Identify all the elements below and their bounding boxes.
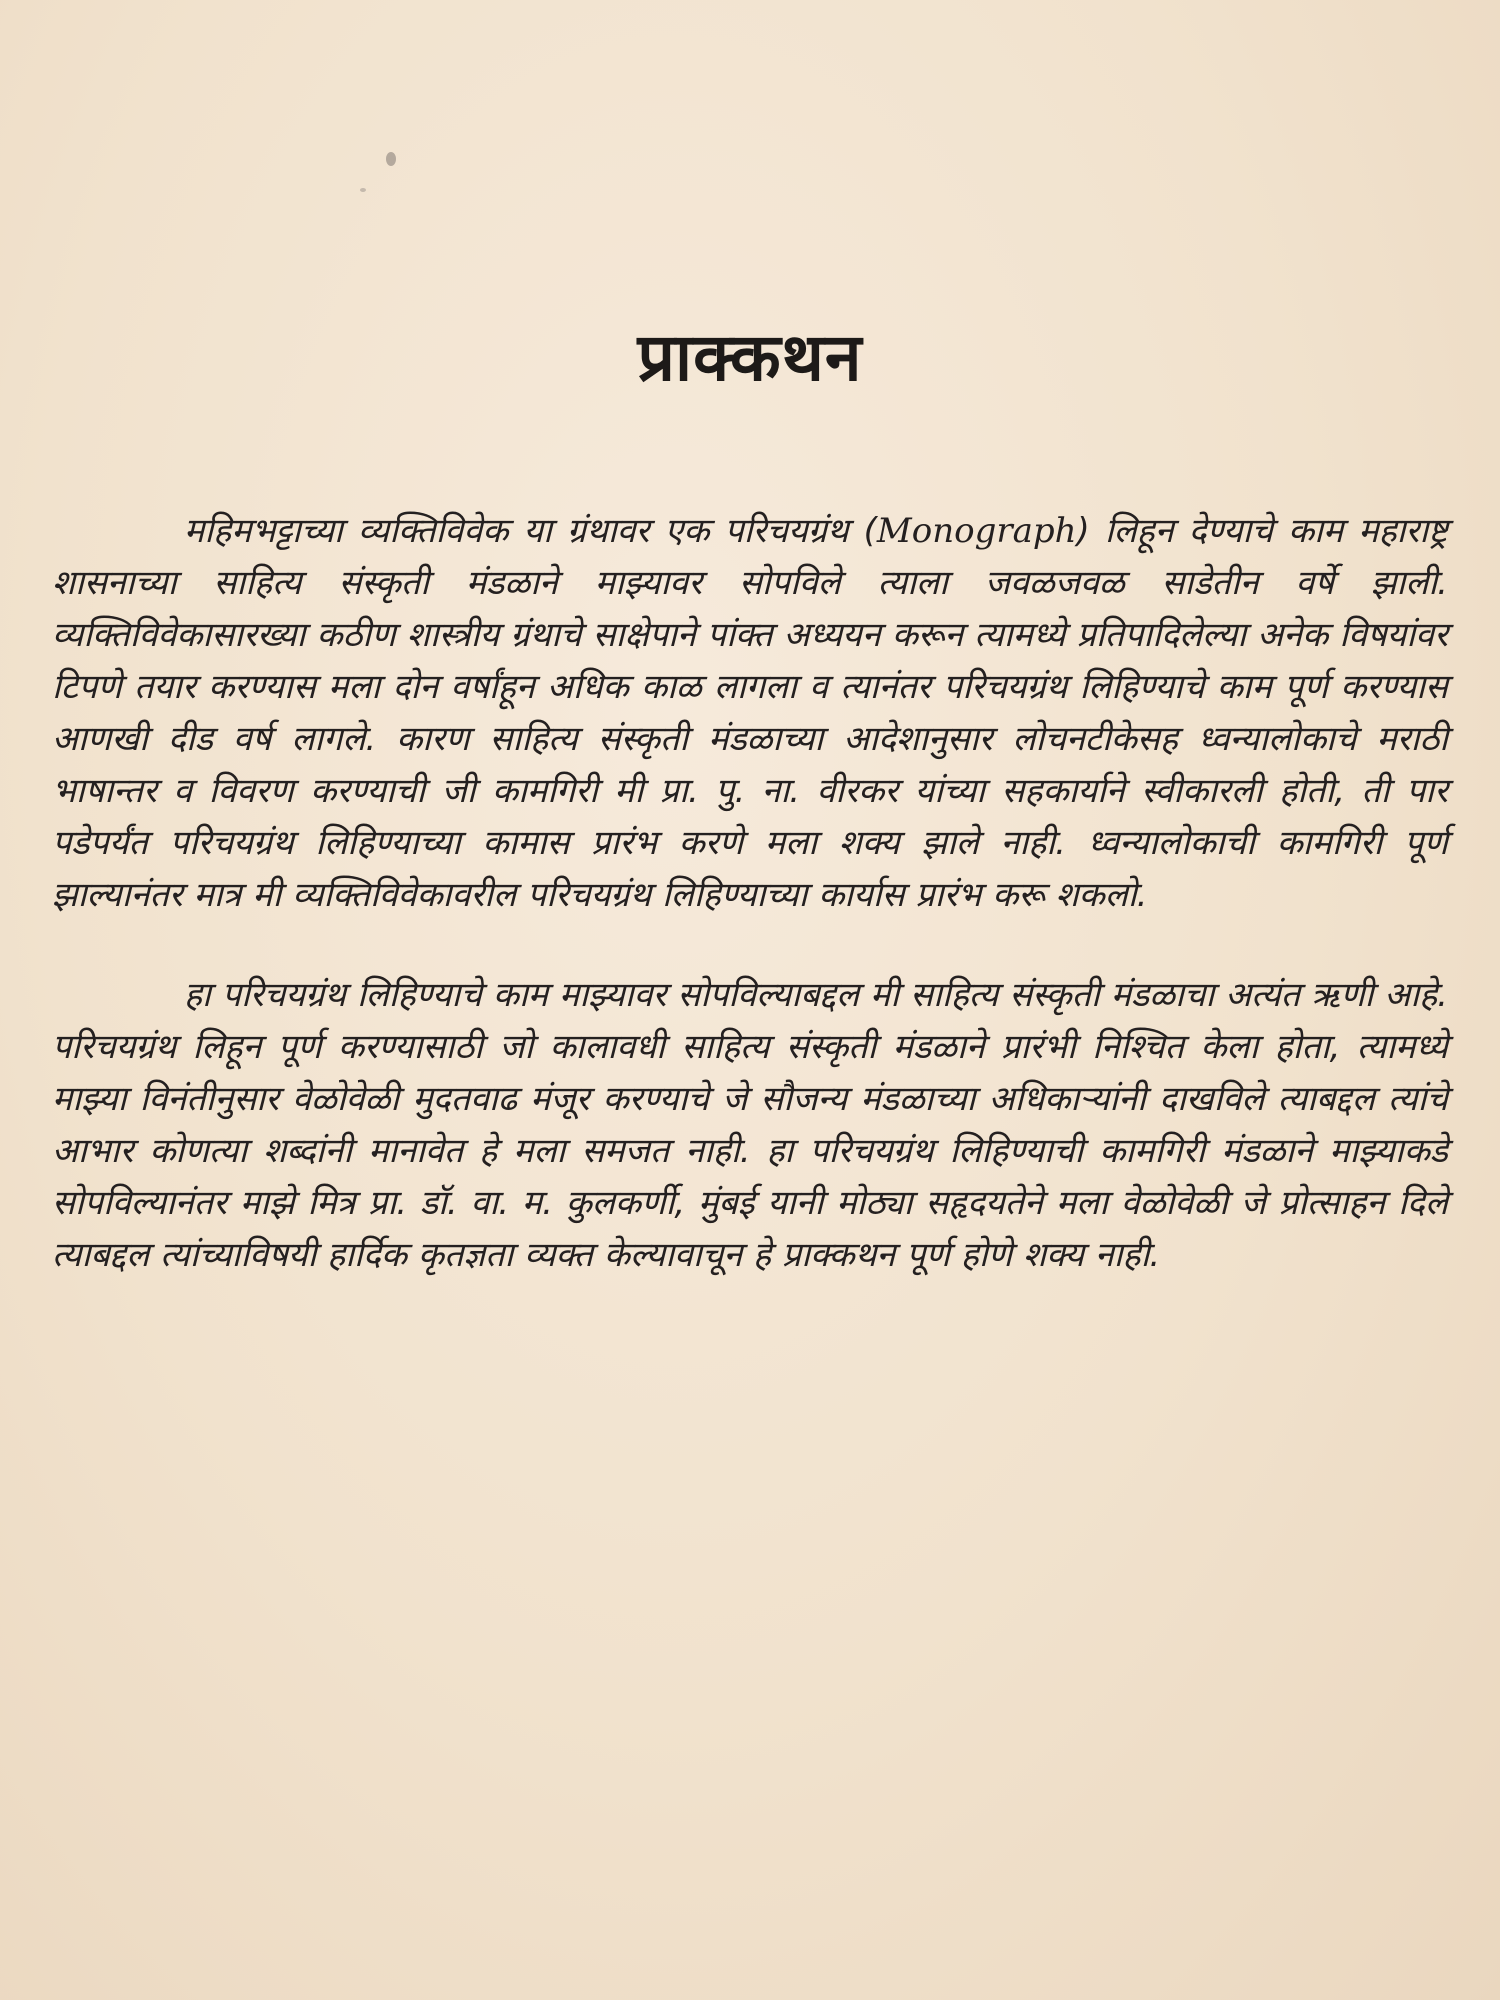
paragraph-1 bbox=[52, 505, 1448, 921]
paper-speck bbox=[386, 152, 396, 166]
paragraph-2: हा परिचयग्रंथ लिहिण्याचे काम माझ्यावर सोपविल्याबद्दल मी साहित्य संस्कृती मंडळाचा अत्यंत ऋणी आहे. परिचयग्रंथ लिहून पूर्ण करण्यासाठी जो कालावधी साहित्य संस्कृती मंडळाने प्रारंभी निश्चित केला होता, त्यामध्ये माझ्या विनंतीनुसार वेळोवेळी मुदतवाढ मंजूर करण्याचे जे सौजन्य मंडळाच्या अधिकाऱ्यांनी दाखविले त्याबद्दल त्यांचे आभार कोणत्या शब्दांनी मानावेत हे मला समजत नाही. हा परिचयग्रंथ लिहिण्याची कामगिरी मंडळाने माझ्याकडे सोपविल्यानंतर माझे मित्र प्रा. डॉ. वा. म. कुलकर्णी, मुंबई यानी मोठ्या सहृदयतेने मला वेळोवेळी जे प्रोत्साहन दिले त्याबद्दल त्यांच्याविषयी हार्दिक कृतज्ञता व्यक्त केल्यावाचून हे प्राक्कथन पूर्ण होणे शक्य नाही. bbox=[52, 975, 1448, 1275]
monograph-term: Monograph bbox=[876, 511, 1077, 551]
paragraph-1-rest: ) लिहून देण्याचे काम महाराष्ट्र शासनाच्या साहित्य संस्कृती मंडळाने माझ्यावर सोपविले त्याला जवळजवळ साडेतीन वर्षे झाली. व्यक्तिविवेकासारख्या कठीण शास्त्रीय ग्रंथाचे साक्षेपाने पांक्त अध्ययन करून त्यामध्ये प्रतिपादिलेल्या अनेक विषयांवर टिपणे तयार करण्यास मला दोन वर्षांहून अधिक काळ लागला व त्यानंतर परिचयग्रंथ लिहिण्याचे काम पूर्ण करण्यास आणखी दीड वर्ष लागले. कारण साहित्य संस्कृती मंडळाच्या आदेशानुसार लोचनटीकेसह ध्वन्यालोकाचे मराठी भाषान्तर व विवरण करण्याची जी कामगिरी मी प्रा. पु. ना. वीरकर यांच्या सहकार्याने स्वीकारली होती, ती पार पडेपर्यंत परिचयग्रंथ लिहिण्याच्या कामास प्रारंभ करणे मला शक्य झाले नाही. ध्वन्यालोकाची कामगिरी पूर्ण झाल्यानंतर मात्र मी व्यक्तिविवेकावरील परिचयग्रंथ लिहिण्याच्या कार्यास प्रारंभ करू शकलो. bbox=[52, 511, 1448, 915]
paper-speck bbox=[360, 188, 366, 192]
body-text bbox=[52, 505, 1448, 1281]
page-title: प्राक्कथन bbox=[637, 318, 863, 396]
paragraph-1-start: महिमभट्टाच्या व्यक्तिविवेक या ग्रंथावर एक परिचयग्रंथ ( bbox=[184, 511, 877, 551]
